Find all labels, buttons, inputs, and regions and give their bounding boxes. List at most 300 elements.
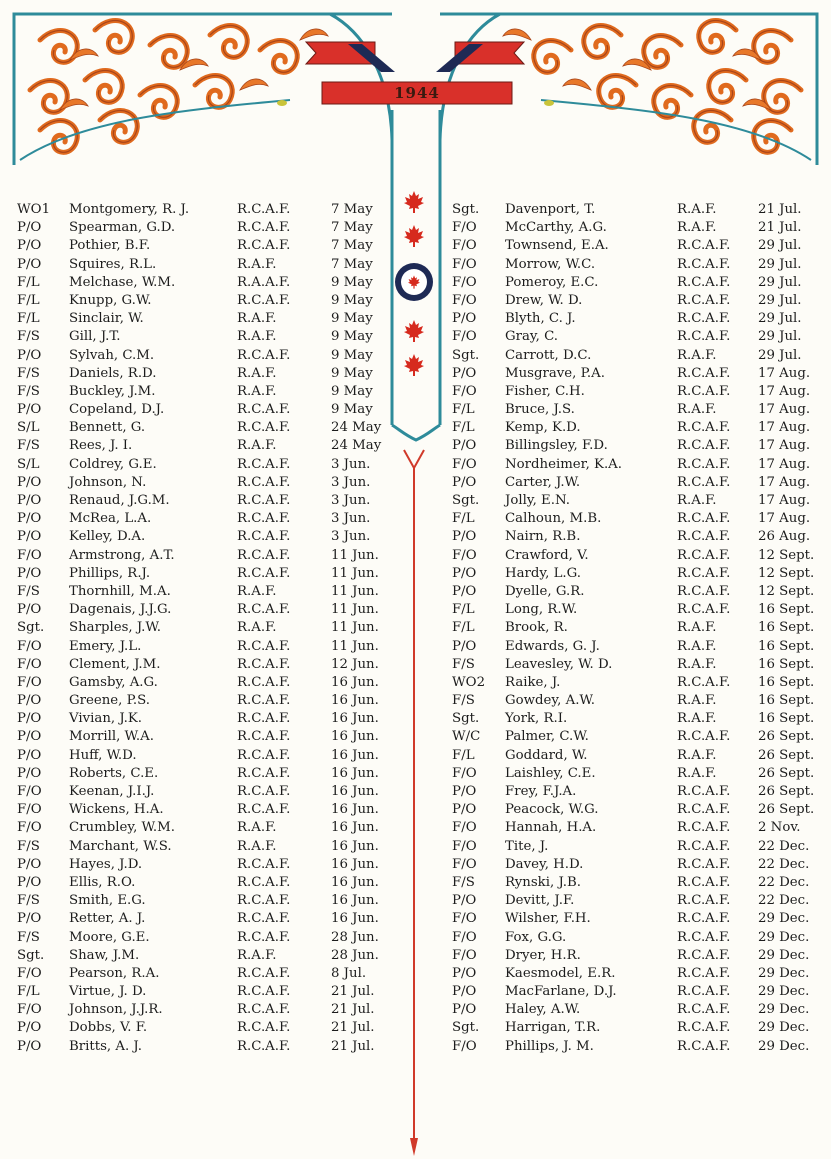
entry-force: R.A.F. [677, 747, 717, 763]
entry-name: Moore, G.E. [69, 929, 150, 945]
entry-name: Phillips, R.J. [69, 565, 151, 581]
entry-force: R.C.A.F. [677, 529, 731, 545]
entry-force: R.C.A.F. [677, 438, 731, 454]
list-item [17, 728, 387, 746]
entry-name: Hannah, H.A. [505, 820, 597, 836]
entry-force: R.A.F. [237, 838, 277, 854]
entry-rank: P/O [17, 474, 42, 490]
entry-name: Kemp, K.D. [505, 420, 581, 436]
entry-force: R.C.A.F. [237, 202, 291, 217]
entry-force: R.C.A.F. [237, 1038, 291, 1054]
entry-rank: P/O [17, 711, 42, 727]
list-item [17, 656, 387, 674]
entry-name: Virtue, J. D. [69, 984, 147, 1000]
entry-rank: P/O [17, 1020, 42, 1036]
list-item [452, 1001, 822, 1019]
entry-rank: P/O [17, 911, 42, 927]
entry-date: 17 Aug. [758, 420, 811, 436]
list-item [452, 747, 822, 765]
entry-date: 12 Sept. [758, 547, 815, 563]
entry-name: Emery, J.L. [69, 638, 142, 654]
entry-rank: F/S [17, 583, 40, 599]
entry-force: R.C.A.F. [237, 929, 291, 945]
entry-rank: P/O [452, 802, 477, 818]
entry-force: R.C.A.F. [677, 893, 731, 909]
entry-date: 26 Sept. [758, 729, 815, 745]
entry-force: R.C.A.F. [237, 402, 291, 418]
entry-force: R.C.A.F. [677, 238, 731, 254]
entry-force: R.C.A.F. [237, 674, 291, 690]
entry-force: R.C.A.F. [677, 311, 731, 327]
entry-rank: P/O [17, 874, 42, 890]
entry-date: 12 Sept. [758, 583, 815, 599]
entry-date: 29 Dec. [758, 965, 810, 981]
entry-force: R.C.A.F. [237, 729, 291, 745]
entry-rank: F/L [452, 747, 475, 763]
entry-date: 3 Jun. [331, 511, 371, 527]
list-item [17, 365, 387, 383]
entry-name: Wilsher, F.H. [505, 911, 591, 927]
entry-name: Bennett, G. [69, 420, 146, 436]
list-item [17, 492, 387, 510]
list-item [452, 237, 822, 255]
memorial-list-left [17, 201, 387, 1056]
entry-date: 2 Nov. [758, 820, 801, 836]
list-item [17, 456, 387, 474]
entry-rank: F/O [452, 765, 477, 781]
entry-force: R.C.A.F. [237, 238, 291, 254]
entry-force: R.A.A.F. [237, 274, 291, 290]
entry-rank: F/L [452, 420, 475, 436]
entry-name: McCarthy, A.G. [505, 220, 607, 236]
red-stem [404, 450, 424, 468]
entry-rank: P/O [452, 784, 477, 799]
list-item [17, 838, 387, 856]
entry-date: 26 Sept. [758, 765, 815, 781]
entry-force: R.A.F. [237, 311, 277, 327]
entry-name: Dagenais, J.J.G. [69, 602, 172, 618]
entry-name: Sharples, J.W. [69, 620, 161, 636]
entry-date: 17 Aug. [758, 365, 811, 381]
entry-date: 21 Jul. [331, 1002, 375, 1018]
entry-rank: F/L [17, 311, 40, 327]
entry-rank: W/C [452, 729, 481, 745]
entry-date: 11 Jun. [331, 638, 379, 654]
list-item [452, 310, 822, 328]
entry-force: R.A.F. [237, 947, 277, 963]
entry-force: R.C.A.F. [677, 602, 731, 618]
entry-rank: F/S [17, 329, 40, 345]
entry-force: R.C.A.F. [237, 456, 291, 472]
entry-date: 21 Jul. [758, 202, 802, 217]
entry-date: 16 Jun. [331, 784, 379, 799]
entry-name: Montgomery, R. J. [69, 202, 190, 217]
entry-date: 21 Jul. [331, 1020, 375, 1036]
entry-force: R.C.A.F. [237, 529, 291, 545]
entry-date: 12 Sept. [758, 565, 815, 581]
memorial-list-right [452, 201, 822, 1056]
entry-rank: F/S [17, 438, 40, 454]
entry-date: 16 Sept. [758, 602, 815, 618]
entry-name: Dyelle, G.R. [505, 583, 585, 599]
entry-rank: Sgt. [452, 202, 480, 217]
entry-date: 7 May [331, 202, 373, 217]
entry-rank: P/O [17, 256, 42, 272]
entry-date: 29 Dec. [758, 911, 810, 927]
entry-name: York, R.I. [505, 711, 568, 727]
entry-rank: F/O [452, 1038, 477, 1054]
list-item [17, 674, 387, 692]
entry-force: R.A.F. [237, 820, 277, 836]
entry-name: Calhoun, M.B. [505, 511, 602, 527]
list-item [17, 692, 387, 710]
entry-force: R.C.A.F. [677, 1038, 731, 1054]
list-item [452, 601, 822, 619]
entry-force: R.A.F. [237, 438, 277, 454]
entry-date: 17 Aug. [758, 493, 811, 508]
list-item [17, 437, 387, 455]
list-item [452, 328, 822, 346]
list-item [452, 528, 822, 546]
entry-name: Edwards, G. J. [505, 638, 600, 654]
list-item [17, 801, 387, 819]
entry-force: R.A.F. [237, 365, 277, 381]
entry-force: R.C.A.F. [677, 856, 731, 872]
list-item [17, 983, 387, 1001]
entry-rank: P/O [17, 747, 42, 763]
entry-force: R.A.F. [677, 493, 717, 508]
entry-date: 11 Jun. [331, 620, 379, 636]
entry-name: Morrill, W.A. [69, 729, 154, 745]
list-item [17, 1038, 387, 1056]
entry-date: 9 May [331, 365, 373, 381]
entry-date: 16 Jun. [331, 838, 379, 854]
entry-date: 22 Dec. [758, 893, 810, 909]
entry-force: R.C.A.F. [237, 474, 291, 490]
entry-name: Long, R.W. [505, 602, 578, 618]
entry-force: R.A.F. [677, 202, 717, 217]
entry-rank: F/O [17, 784, 42, 799]
list-item [17, 328, 387, 346]
list-item [17, 419, 387, 437]
maple-leaf-icon [404, 191, 424, 213]
entry-rank: F/L [452, 511, 475, 527]
entry-rank: P/O [17, 347, 42, 363]
entry-name: Kelley, D.A. [69, 529, 146, 545]
list-item [17, 819, 387, 837]
entry-rank: F/O [452, 856, 477, 872]
entry-force: R.C.A.F. [237, 602, 291, 618]
entry-rank: F/S [452, 693, 475, 709]
entry-date: 29 Dec. [758, 1020, 810, 1036]
list-item [452, 1019, 822, 1037]
entry-rank: P/O [17, 402, 42, 418]
entry-force: R.C.A.F. [237, 638, 291, 654]
list-item [452, 619, 822, 637]
entry-date: 21 Jul. [331, 1038, 375, 1054]
entry-date: 9 May [331, 311, 373, 327]
entry-rank: P/O [17, 565, 42, 581]
entry-rank: F/O [17, 802, 42, 818]
entry-rank: WO2 [452, 674, 486, 690]
entry-rank: P/O [452, 365, 477, 381]
entry-name: Drew, W. D. [505, 292, 583, 308]
entry-date: 8 Jul. [331, 965, 367, 981]
list-item [452, 783, 822, 801]
entry-rank: F/O [17, 965, 42, 981]
entry-date: 7 May [331, 256, 373, 272]
entry-force: R.C.A.F. [237, 747, 291, 763]
list-item [452, 801, 822, 819]
entry-name: Greene, P.S. [69, 693, 150, 709]
entry-date: 17 Aug. [758, 438, 811, 454]
entry-date: 16 Jun. [331, 765, 379, 781]
entry-rank: P/O [452, 529, 477, 545]
entry-force: R.A.F. [677, 620, 717, 636]
entry-name: Shaw, J.M. [69, 947, 140, 963]
entry-name: Smith, E.G. [69, 893, 146, 909]
entry-date: 3 Jun. [331, 493, 371, 508]
entry-rank: Sgt. [17, 620, 45, 636]
entry-date: 3 Jun. [331, 456, 371, 472]
entry-name: Davey, H.D. [505, 856, 584, 872]
entry-rank: P/O [452, 984, 477, 1000]
list-item [452, 674, 822, 692]
entry-name: Billingsley, F.D. [505, 438, 608, 454]
entry-date: 21 Jul. [758, 220, 802, 236]
entry-rank: F/S [17, 838, 40, 854]
entry-name: Jolly, E.N. [505, 493, 570, 508]
entry-date: 12 Jun. [331, 656, 379, 672]
entry-rank: F/O [17, 638, 42, 654]
entry-rank: P/O [17, 856, 42, 872]
entry-name: Pearson, R.A. [69, 965, 160, 981]
entry-force: R.C.A.F. [677, 929, 731, 945]
entry-name: Gill, J.T. [69, 329, 121, 345]
entry-date: 17 Aug. [758, 383, 811, 399]
entry-rank: F/O [452, 220, 477, 236]
entry-force: R.C.A.F. [237, 911, 291, 927]
entry-name: Huff, W.D. [69, 747, 137, 763]
entry-date: 16 Jun. [331, 729, 379, 745]
entry-force: R.A.F. [237, 620, 277, 636]
entry-name: Clement, J.M. [69, 656, 161, 672]
entry-force: R.C.A.F. [677, 274, 731, 290]
year-label: 1944 [394, 84, 440, 102]
entry-force: R.C.A.F. [677, 511, 731, 527]
entry-date: 22 Dec. [758, 874, 810, 890]
entry-name: Squires, R.L. [69, 256, 157, 272]
entry-rank: Sgt. [17, 947, 45, 963]
entry-date: 9 May [331, 292, 373, 308]
list-item [17, 292, 387, 310]
list-item [17, 601, 387, 619]
entry-name: Frey, F.J.A. [505, 784, 577, 799]
entry-force: R.C.A.F. [237, 420, 291, 436]
entry-date: 24 May [331, 438, 382, 454]
list-item [452, 929, 822, 947]
entry-force: R.C.A.F. [237, 765, 291, 781]
entry-name: Musgrave, P.A. [505, 365, 605, 381]
list-item [452, 583, 822, 601]
entry-rank: P/O [452, 1002, 477, 1018]
entry-rank: Sgt. [452, 711, 480, 727]
list-item [452, 219, 822, 237]
entry-rank: F/S [17, 383, 40, 399]
entry-rank: F/O [17, 656, 42, 672]
entry-rank: P/O [17, 1038, 42, 1054]
list-item [452, 965, 822, 983]
entry-name: Brook, R. [505, 620, 568, 636]
entry-date: 29 Jul. [758, 274, 802, 290]
entry-date: 16 Jun. [331, 874, 379, 890]
entry-date: 29 Dec. [758, 984, 810, 1000]
entry-rank: P/O [17, 602, 42, 618]
list-item [17, 510, 387, 528]
entry-force: R.C.A.F. [677, 820, 731, 836]
entry-force: R.C.A.F. [237, 565, 291, 581]
entry-force: R.C.A.F. [677, 383, 731, 399]
entry-name: Pomeroy, E.C. [505, 274, 599, 290]
entry-rank: F/O [452, 329, 477, 345]
entry-date: 9 May [331, 274, 373, 290]
entry-date: 21 Jul. [331, 984, 375, 1000]
entry-rank: S/L [17, 420, 40, 436]
entry-date: 16 Sept. [758, 620, 815, 636]
entry-date: 16 Jun. [331, 820, 379, 836]
entry-date: 16 Sept. [758, 638, 815, 654]
entry-force: R.C.A.F. [237, 856, 291, 872]
entry-rank: F/O [452, 256, 477, 272]
list-item [452, 892, 822, 910]
entry-rank: F/O [452, 238, 477, 254]
entry-name: Kaesmodel, E.R. [505, 965, 616, 981]
entry-name: Devitt, J.F. [505, 893, 575, 909]
entry-rank: WO1 [17, 202, 51, 217]
entry-rank: P/O [452, 565, 477, 581]
entry-force: R.C.A.F. [237, 784, 291, 799]
entry-name: Fox, G.G. [505, 929, 567, 945]
entry-name: Harrigan, T.R. [505, 1020, 601, 1036]
entry-rank: P/O [17, 729, 42, 745]
entry-name: Fisher, C.H. [505, 383, 585, 399]
entry-force: R.C.A.F. [237, 893, 291, 909]
entry-force: R.A.F. [677, 711, 717, 727]
entry-name: Crawford, V. [505, 547, 589, 563]
entry-name: Rees, J. I. [69, 438, 133, 454]
entry-force: R.A.F. [677, 220, 717, 236]
entry-force: R.C.A.F. [237, 965, 291, 981]
entry-name: Blyth, C. J. [505, 311, 576, 327]
entry-rank: Sgt. [452, 493, 480, 508]
entry-name: Morrow, W.C. [505, 256, 596, 272]
list-item [17, 347, 387, 365]
entry-date: 29 Jul. [758, 256, 802, 272]
entry-name: Marchant, W.S. [69, 838, 172, 854]
entry-date: 29 Jul. [758, 311, 802, 327]
list-item [452, 838, 822, 856]
entry-force: R.C.A.F. [237, 220, 291, 236]
entry-date: 3 Jun. [331, 529, 371, 545]
list-item [17, 310, 387, 328]
list-item [17, 619, 387, 637]
entry-name: Copeland, D.J. [69, 402, 165, 418]
list-item [452, 856, 822, 874]
list-item [17, 565, 387, 583]
list-item [452, 819, 822, 837]
entry-rank: F/O [452, 274, 477, 290]
entry-rank: P/O [452, 638, 477, 654]
list-item [452, 765, 822, 783]
entry-date: 29 Jul. [758, 329, 802, 345]
entry-name: Carter, J.W. [505, 474, 581, 490]
entry-force: R.C.A.F. [677, 365, 731, 381]
list-item [452, 383, 822, 401]
entry-name: Dobbs, V. F. [69, 1020, 148, 1036]
entry-name: Johnson, N. [69, 474, 147, 490]
entry-rank: P/O [452, 965, 477, 981]
entry-rank: P/O [452, 583, 477, 599]
entry-rank: P/O [17, 693, 42, 709]
entry-date: 17 Aug. [758, 402, 811, 418]
entry-force: R.C.A.F. [677, 420, 731, 436]
entry-force: R.C.A.F. [237, 802, 291, 818]
entry-rank: F/L [452, 402, 475, 418]
entry-name: Hayes, J.D. [69, 856, 143, 872]
entry-rank: F/S [17, 929, 40, 945]
entry-rank: P/O [17, 493, 42, 508]
entry-name: Nordheimer, K.A. [505, 456, 623, 472]
list-item [17, 929, 387, 947]
list-item [17, 274, 387, 292]
entry-date: 11 Jun. [331, 602, 379, 618]
entry-date: 11 Jun. [331, 565, 379, 581]
entry-name: Bruce, J.S. [505, 402, 575, 418]
entry-force: R.C.A.F. [237, 711, 291, 727]
list-item [17, 201, 387, 219]
entry-name: Spearman, G.D. [69, 220, 176, 236]
entry-force: R.C.A.F. [237, 347, 291, 363]
entry-date: 16 Sept. [758, 711, 815, 727]
entry-rank: S/L [17, 456, 40, 472]
entry-name: Johnson, J.J.R. [69, 1002, 163, 1018]
entry-rank: P/O [17, 220, 42, 236]
entry-name: Coldrey, G.E. [69, 456, 157, 472]
list-item [452, 638, 822, 656]
entry-name: Phillips, J. M. [505, 1038, 594, 1054]
entry-date: 29 Jul. [758, 347, 802, 363]
entry-date: 16 Jun. [331, 802, 379, 818]
entry-force: R.C.A.F. [677, 565, 731, 581]
entry-force: R.C.A.F. [237, 656, 291, 672]
entry-rank: F/O [452, 292, 477, 308]
list-item [17, 965, 387, 983]
list-item [17, 547, 387, 565]
list-item [17, 528, 387, 546]
list-item [452, 401, 822, 419]
entry-force: R.C.A.F. [237, 1002, 291, 1018]
list-item [452, 710, 822, 728]
list-item [452, 728, 822, 746]
entry-force: R.A.F. [677, 638, 717, 654]
list-item [452, 474, 822, 492]
entry-name: Thornhill, M.A. [69, 583, 171, 599]
list-item [17, 1019, 387, 1037]
list-item [17, 856, 387, 874]
entry-force: R.C.A.F. [237, 292, 291, 308]
list-item [452, 983, 822, 1001]
entry-name: Hardy, L.G. [505, 565, 582, 581]
